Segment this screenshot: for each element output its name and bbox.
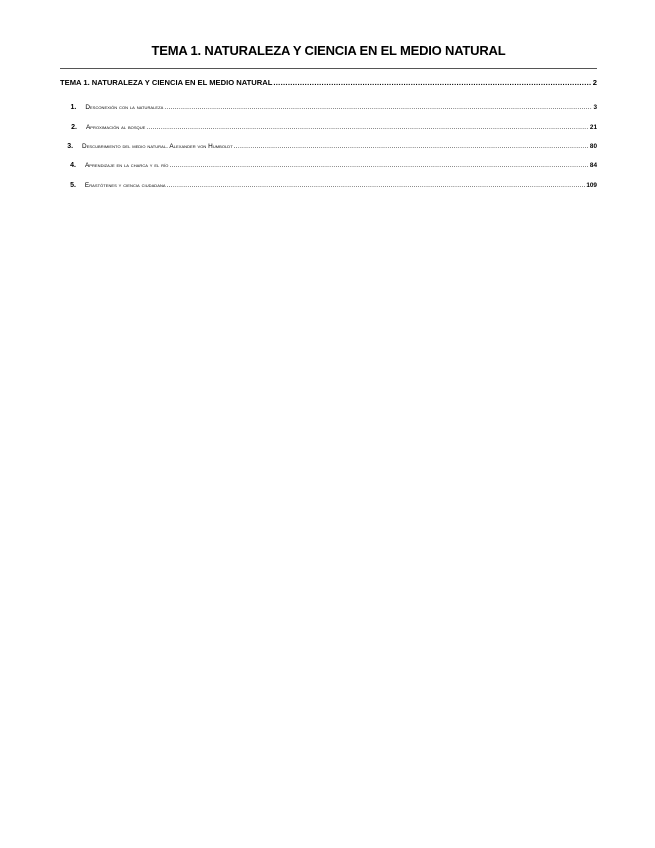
- toc-entry-page: 80: [589, 143, 597, 150]
- toc-entry[interactable]: [60, 182, 597, 189]
- toc-leader-dots: [273, 78, 591, 87]
- toc-entry-page: 3: [593, 104, 597, 111]
- toc-entry-text: Desconexión con la naturaleza: [85, 104, 164, 111]
- toc-main-entry-page: 2: [592, 78, 597, 87]
- toc-entry-page: 109: [586, 182, 597, 189]
- toc-main-entry[interactable]: [60, 78, 597, 87]
- toc-entry-text: Aproximación al bosque: [85, 124, 146, 131]
- toc-entry[interactable]: [60, 124, 597, 131]
- toc-entry-page: 21: [589, 124, 597, 131]
- toc-leader-dots: [167, 182, 586, 189]
- toc-entry-number: 3.: [67, 143, 74, 150]
- toc-main-entry-text: TEMA 1. NATURALEZA Y CIENCIA EN EL MEDIO NATURAL: [60, 78, 273, 87]
- toc-entry-number: 5.: [70, 182, 76, 189]
- toc-leader-dots: [234, 143, 589, 150]
- toc-entry-text: Erastótenes y ciencia ciudadana: [84, 182, 166, 189]
- title-divider: [60, 68, 597, 69]
- toc-entry[interactable]: [60, 104, 597, 111]
- page-title: TEMA 1. NATURALEZA Y CIENCIA EN EL MEDIO NATURAL: [151, 43, 506, 58]
- toc-entry-number: 2.: [71, 124, 77, 131]
- toc-entry[interactable]: [60, 162, 597, 169]
- toc-leader-dots: [169, 162, 588, 169]
- toc-entry-number: 4.: [70, 162, 76, 169]
- toc-entry-page: 84: [589, 162, 597, 169]
- toc-leader-dots: [146, 124, 589, 131]
- toc-entry-text: Aprendizaje en la charca y el río: [84, 162, 169, 169]
- toc-entry-text: Descubrimiento del medio natural. Alexander von Humboldt: [82, 143, 233, 150]
- toc-leader-dots: [164, 104, 592, 111]
- toc-entry-number: 1.: [70, 104, 77, 111]
- toc-entry[interactable]: [60, 143, 597, 150]
